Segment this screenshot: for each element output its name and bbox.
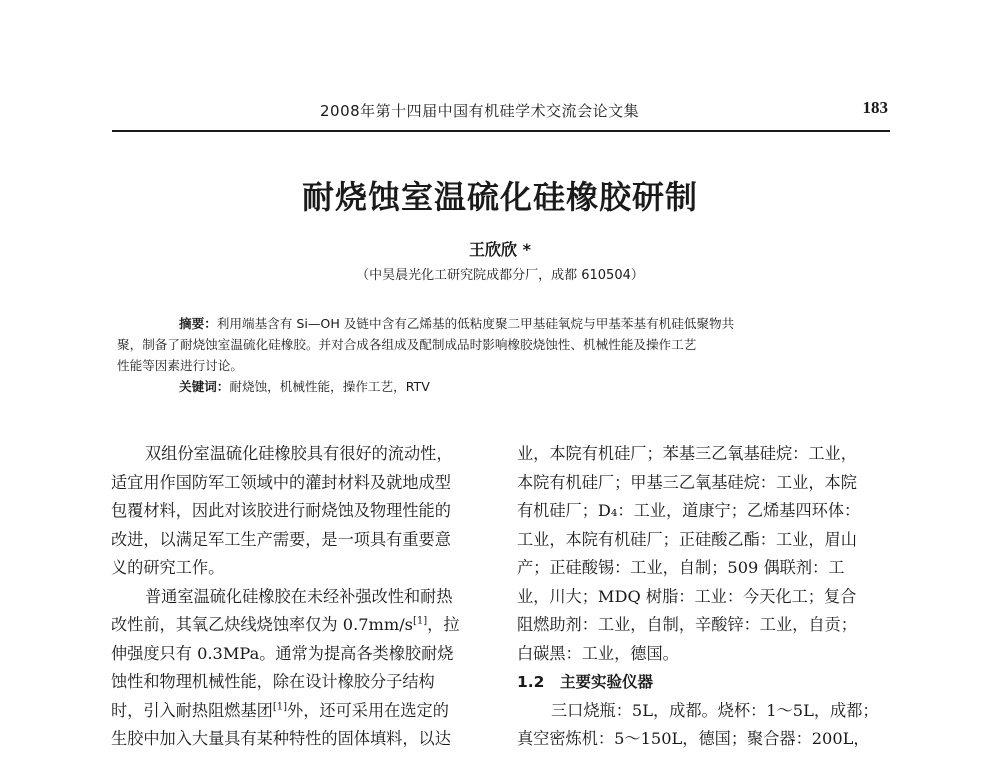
abstract-line: 聚，制备了耐烧蚀室温硫化硅橡胶。并对合成各组成及配制成品时影响橡胶烧蚀性、机械性能及操作工艺	[117, 337, 697, 352]
body-line: 三口烧瓶：5L，成都。烧杯：1～5L，成都；	[551, 700, 879, 720]
body-line	[111, 611, 487, 640]
citation-ref: [1]	[412, 615, 428, 627]
body-text: 时，引入耐热阻燃基团	[111, 700, 273, 720]
page-number: 183	[862, 98, 888, 117]
body-line: 义的研究工作。	[111, 558, 225, 577]
keywords-label: 关键词：	[179, 379, 230, 394]
abstract-block	[117, 313, 887, 397]
running-header	[112, 98, 890, 132]
right-column	[517, 440, 893, 754]
body-text: 外，还可采用在选定的	[287, 700, 449, 720]
body-line: 适宜用作国防军工领域中的灌封材料及就地成型	[111, 472, 451, 492]
section-heading: 1.2 主要实验仪器	[517, 673, 653, 691]
body-line	[111, 697, 487, 726]
body-line: 普通室温硫化硅橡胶在未经补强改性和耐热	[145, 586, 453, 606]
body-line: 工业，本院有机硅厂；正硅酸乙酯：工业，眉山	[517, 529, 857, 549]
body-line: 包覆材料，因此对该胶进行耐烧蚀及物理性能的	[111, 501, 451, 520]
affiliation: （中昊晨光化工研究院成都分厂，成都 610504）	[356, 268, 644, 283]
body-line: 白碳黑：工业，德国。	[517, 643, 679, 663]
citation-ref: [1]	[272, 701, 288, 713]
body-line: 伸强度只有 0.3MPa。通常为提高各类橡胶耐烧	[111, 643, 454, 663]
author: 王欣欣 *	[469, 240, 531, 259]
journal-title: 2008年第十四届中国有机硅学术交流会论文集	[320, 102, 640, 120]
body-line: 本院有机硅厂；甲基三乙氧基硅烷：工业，本院	[517, 472, 857, 492]
body-line: 业，本院有机硅厂；苯基三乙氧基硅烷：工业，	[517, 444, 857, 463]
abstract-line: 性能等因素进行讨论。	[117, 358, 243, 373]
paper-title: 耐烧蚀室温硫化硅橡胶研制	[301, 178, 698, 216]
abstract-text: 利用端基含有 Si—OH 及链中含有乙烯基的低粘度聚二甲基硅氧烷与甲基苯基有机硅低聚物共	[216, 316, 735, 331]
body-line: 产；正硅酸锡：工业，自制；509 偶联剂：工	[517, 558, 845, 577]
abstract-line	[117, 313, 887, 334]
body-line: 蚀性和物理机械性能，除在设计橡胶分子结构	[111, 672, 435, 691]
body-line: 有机硅厂；D₄：工业，道康宁；乙烯基四环体：	[517, 501, 861, 520]
body-line: 改进，以满足军工生产需要，是一项具有重要意	[111, 529, 451, 549]
body-text: 改性前，其氧乙炔线烧蚀率仅为 0.7mm/s	[111, 615, 413, 634]
body-line: 阻燃助剂：工业，自制，辛酸锌：工业，自贡；	[517, 615, 857, 634]
body-text: ，拉	[427, 615, 460, 634]
body-line: 业，川大；MDQ 树脂：工业：今天化工；复合	[517, 586, 857, 606]
keywords-text: 耐烧蚀，机械性能，操作工艺，RTV	[229, 379, 430, 394]
keywords-line	[117, 376, 887, 397]
body-line: 真空密炼机：5～150L，德国；聚合器：200L，	[517, 729, 870, 748]
body-line: 生胶中加入大量具有某种特性的固体填料，以达	[111, 729, 451, 748]
body-line: 双组份室温硫化硅橡胶具有很好的流动性，	[145, 444, 453, 463]
abstract-label: 摘要：	[179, 316, 217, 331]
left-column	[111, 440, 487, 754]
